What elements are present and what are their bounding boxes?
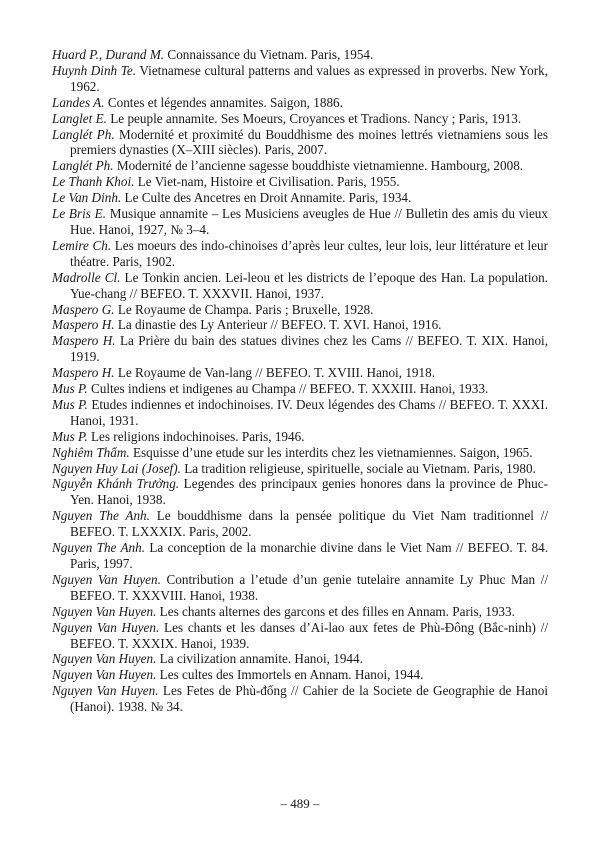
entry-text: Les cultes des Immortels en Annam. Hanoi, 1944. [156,667,424,683]
entry-author: Mus P. [52,396,88,412]
bibliography-entry [52,127,548,159]
entry-author: Lemire Ch. [52,237,112,253]
entry-text: Les moeurs des indo-chinoises d’après leur cultes, leur lois, leur littérature et leur théatre. Paris, 1902. [70,237,548,269]
entry-author: Nguyen Huy Lai (Josef). [52,460,181,476]
entry-author: Langlét Ph. [52,158,114,174]
bibliography-entry [52,540,548,572]
bibliography-entry [52,333,548,365]
entry-author: Nghiêm Thẩm. [52,444,130,460]
bibliography-entry [52,365,548,381]
bibliography-entry [52,158,548,174]
bibliography-entry [52,397,548,429]
entry-text: Le bouddhisme dans la pensée politique du Viet Nam traditionnel // BEFEO. T. LXXXIX. Paris, 2002. [70,508,548,540]
entry-author: Langlet E. [52,110,107,126]
bibliography-entry [52,620,548,652]
bibliography-entry [52,429,548,445]
entry-text: Etudes indiennes et indochinoises. IV. Deux légendes des Chams // BEFEO. T. XXXI. Hanoi, 1931. [70,396,548,428]
entry-author: Mus P. [52,381,88,397]
entry-text: Le Tonkin ancien. Lei-leou et les districts de l’epoque des Han. La population. Yue-chang // BEFEO. T. XXXVII. Hanoi, 1937. [70,269,548,301]
entry-author: Nguyen The Anh. [52,540,146,556]
entry-author: Maspero H. [52,317,115,333]
entry-author: Landes A. [52,94,105,110]
bibliography-entry [52,683,548,715]
bibliography-entry [52,174,548,190]
entry-author: Madrolle Cl. [52,269,121,285]
bibliography-entry [52,302,548,318]
entry-text: Le Royaume de Van-lang // BEFEO. T. XVIII. Hanoi, 1918. [114,365,435,381]
bibliography-entry [52,47,548,63]
entry-author: Maspero G. [52,301,115,317]
entry-text: Les religions indochinoises. Paris, 1946. [87,428,305,444]
entry-text: Contribution a l’etude d’un genie tutelaire annamite Ly Phuc Man // BEFEO. T. XXXVIII. Hanoi, 1938. [70,571,549,603]
entry-text: Musique annamite – Les Musiciens aveugles de Hue // Bulletin des amis du vieux Hue. Hanoi, 1927, № 3–4. [70,206,548,237]
page-number: – 489 – [280,796,320,811]
entry-author: Nguyen The Anh. [52,508,150,524]
bibliography-entry [52,95,548,111]
entry-text: Cultes indiens et indigenes au Champa // BEFEO. T. XXXIII. Hanoi, 1933. [87,381,489,397]
entry-text: Modernité de l’ancienne sagesse bouddhiste vietnamienne. Hambourg, 2008. [113,158,524,174]
entry-author: Le Bris E. [52,206,106,222]
entry-author: Huynh Dinh Te. [52,62,137,78]
bibliography-entry [52,651,548,667]
bibliography-entry [52,461,548,477]
bibliography-entry [52,206,548,238]
entry-text: Les Fetes de Phù-đổng // Cahier de la Societe de Geographie de Hanoi (Hanoi). 1938. № 34. [70,683,548,715]
bibliography-list [52,47,548,715]
entry-author: Nguyen Van Huyen. [52,619,160,635]
entry-author: Langlét Ph. [52,126,115,142]
entry-text: Modernité et proximité du Bouddhisme des moines lettrés vietnamiens sous les premiers dynasties (X–XIII siècles). Paris, 2007. [70,126,548,158]
bibliography-entry [52,238,548,270]
entry-author: Nguyen Van Huyen. [52,667,157,683]
bibliography-entry [52,381,548,397]
bibliography-entry [52,445,548,461]
bibliography-entry [52,190,548,206]
entry-author: Maspero H. [52,333,116,349]
entry-text: Les chants alternes des garcons et des filles en Annam. Paris, 1933. [156,603,515,619]
entry-text: La civilization annamite. Hanoi, 1944. [156,651,363,667]
entry-text: Legendes des principaux genies honores dans la province de Phuc-Yen. Hanoi, 1938. [70,476,548,508]
entry-text: Connaissance du Vietnam. Paris, 1954. [164,47,374,62]
entry-text: La Prière du bain des statues divines chez les Cams // BEFEO. T. XIX. Hanoi, 1919. [70,333,548,365]
entry-author: Nguyen Van Huyen. [52,651,157,667]
entry-text: Esquisse d’une etude sur les interdits chez les vietnamiennes. Saigon, 1965. [129,444,533,460]
entry-text: Vietnamese cultural patterns and values as expressed in proverbs. New York, 1962. [70,62,548,94]
bibliography-entry [52,604,548,620]
entry-author: Nguyen Van Huyen. [52,603,157,619]
entry-author: Mus P. [52,428,88,444]
bibliography-entry [52,476,548,508]
bibliography-entry [52,572,548,604]
entry-text: La tradition religieuse, spirituelle, sociale au Vietnam. Paris, 1980. [180,460,536,476]
bibliography-entry [52,667,548,683]
entry-text: Contes et légendes annamites. Saigon, 1886. [104,94,343,110]
entry-author: Le Van Dinh. [52,190,122,206]
entry-text: Le Royaume de Champa. Paris ; Bruxelle, 1928. [114,301,374,317]
entry-text: Le Viet-nam, Histoire et Civilisation. Paris, 1955. [134,174,400,190]
entry-author: Nguyễn Khánh Trưởng. [52,476,180,492]
entry-author: Le Thanh Khoi. [52,174,135,190]
entry-author: Nguyen Van Huyen. [52,683,159,699]
bibliography-entry [52,317,548,333]
entry-author: Nguyen Van Huyen. [52,571,161,587]
entry-text: La conception de la monarchie divine dans le Viet Nam // BEFEO. T. 84. Paris, 1997. [70,540,548,571]
bibliography-entry [52,270,548,302]
bibliography-entry [52,63,548,95]
entry-author: Huard P., Durand M. [52,47,165,62]
entry-author: Maspero H. [52,365,115,381]
entry-text: Le Culte des Ancetres en Droit Annamite. Paris, 1934. [121,190,412,206]
bibliography-entry [52,111,548,127]
entry-text: Le peuple annamite. Ses Moeurs, Croyances et Tradions. Nancy ; Paris, 1913. [106,110,522,126]
bibliography-entry [52,508,548,540]
entry-text: Les chants et les danses d’Ai-lao aux fetes de Phù-Đông (Bắc-ninh) // BEFEO. T. XXXIX. Hanoi, 1939. [70,619,549,651]
entry-text: La dinastie des Ly Anterieur // BEFEO. T. XVI. Hanoi, 1916. [114,317,442,333]
